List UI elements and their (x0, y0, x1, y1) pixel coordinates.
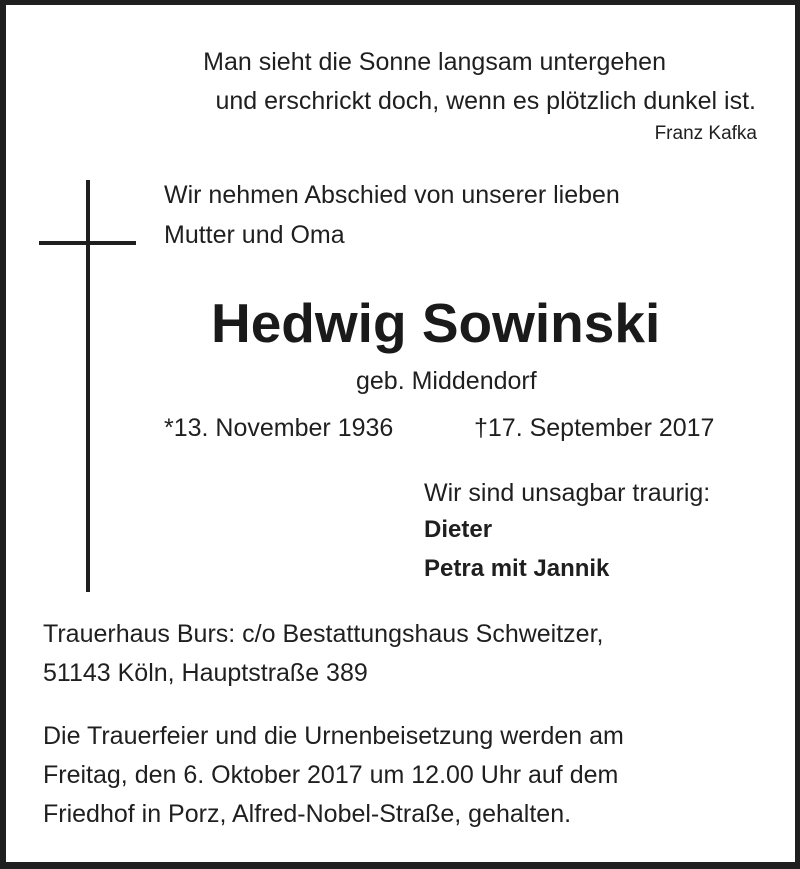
deceased-name: Hedwig Sowinski (211, 292, 661, 354)
cross-icon-crossbar (39, 241, 136, 245)
funeral-line-1: Die Trauerfeier und die Urnenbeisetzung werden am (43, 722, 624, 750)
address-line-2: 51143 Köln, Hauptstraße 389 (43, 659, 368, 687)
mourners-heading: Wir sind unsagbar traurig: (424, 479, 711, 507)
intro-line-1: Wir nehmen Abschied von unserer lieben (164, 181, 620, 209)
intro-line-2: Mutter und Oma (164, 221, 345, 249)
funeral-line-3: Friedhof in Porz, Alfred-Nobel-Straße, gehalten. (43, 800, 572, 828)
birth-date: *13. November 1936 (164, 414, 394, 442)
quote-line-1: Man sieht die Sonne langsam untergehen (203, 48, 666, 76)
address-line-1: Trauerhaus Burs: c/o Bestattungshaus Schweitzer, (43, 620, 604, 648)
funeral-line-2: Freitag, den 6. Oktober 2017 um 12.00 Uhr auf dem (43, 761, 619, 789)
birth-name: geb. Middendorf (356, 367, 537, 395)
quote-line-2: und erschrickt doch, wenn es plötzlich dunkel ist. (215, 87, 756, 115)
death-date: †17. September 2017 (474, 414, 715, 442)
mourner-name: Petra mit Jannik (424, 555, 610, 582)
mourner-name: Dieter (424, 516, 493, 543)
quote-author: Franz Kafka (654, 123, 757, 144)
